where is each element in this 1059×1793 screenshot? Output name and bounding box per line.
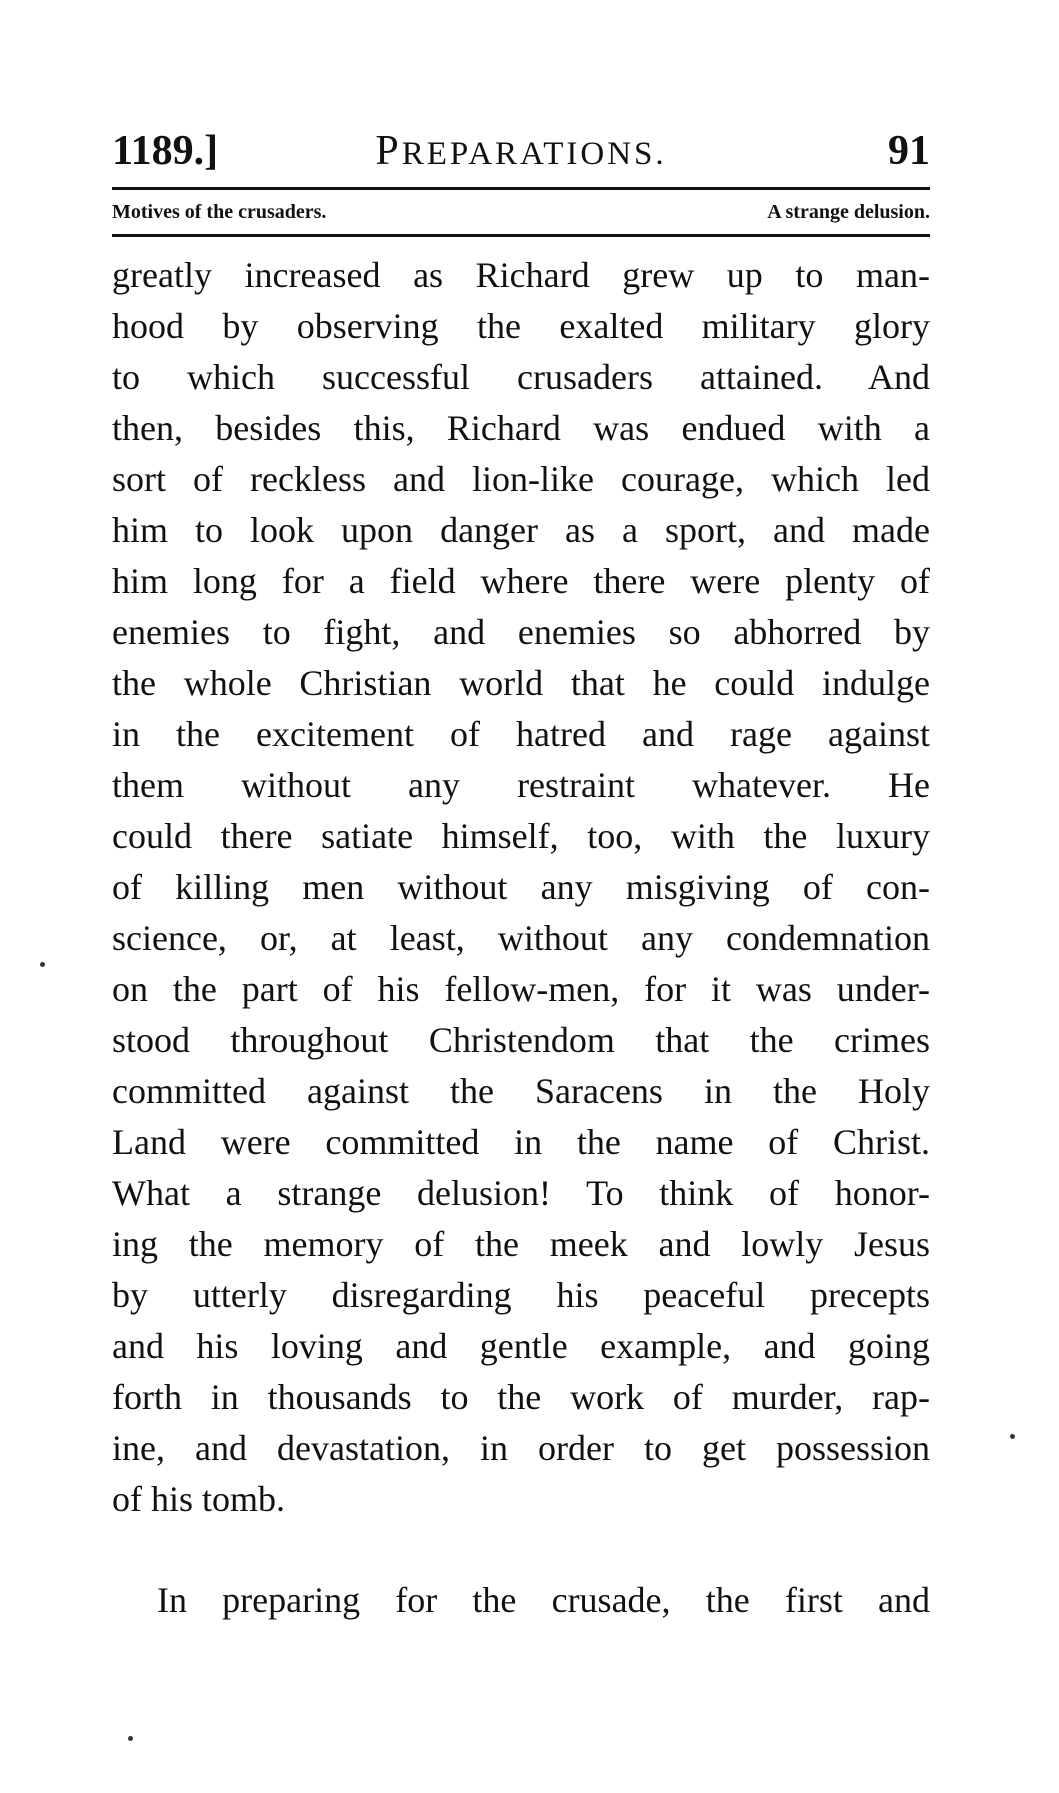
text-line: could there satiate himself, too, with the luxury (112, 816, 930, 856)
text-line-paragraph-end: of his tomb. (112, 1479, 286, 1519)
text-line: stood throughout Christendom that the crimes (112, 1020, 930, 1060)
text-line: and his loving and gentle example, and going (112, 1326, 930, 1366)
text-line: hood by observing the exalted military glory (112, 306, 930, 346)
text-line-paragraph-start: In preparing for the crusade, the first and (157, 1580, 930, 1620)
text-line: sort of reckless and lion-like courage, which led (112, 459, 930, 499)
text-line: ing the memory of the meek and lowly Jesus (112, 1224, 930, 1264)
text-line: What a strange delusion! To think of honor- (112, 1173, 930, 1213)
text-line: ine, and devastation, in order to get possession (112, 1428, 930, 1468)
text-line: on the part of his fellow-men, for it was under- (112, 969, 930, 1009)
sidenote-bar (112, 196, 930, 228)
text-line: committed against the Saracens in the Holy (112, 1071, 930, 1111)
text-line: him long for a field where there were plenty of (112, 561, 930, 601)
text-line: the whole Christian world that he could indulge (112, 663, 930, 703)
sidenote-left: Motives of the crusaders. (112, 201, 327, 223)
header-rule-bottom (112, 234, 930, 237)
text-line: Land were committed in the name of Christ. (112, 1122, 930, 1162)
text-line: to which successful crusaders attained. And (112, 357, 930, 397)
text-line: of killing men without any misgiving of con- (112, 867, 930, 907)
print-speck (128, 1736, 133, 1741)
text-line: science, or, at least, without any condemnation (112, 918, 930, 958)
text-line: enemies to fight, and enemies so abhorred by (112, 612, 930, 652)
header-rule-top (112, 187, 930, 190)
text-line: greatly increased as Richard grew up to man- (112, 255, 930, 295)
running-head-title-rest: REPARATIONS. (401, 136, 667, 172)
print-speck (40, 962, 45, 967)
running-head-year: 1189.] (112, 128, 219, 174)
text-line: forth in thousands to the work of murder, rap- (112, 1377, 930, 1417)
text-line: by utterly disregarding his peaceful precepts (112, 1275, 930, 1315)
running-head-title (112, 124, 930, 181)
paragraph-break (112, 1525, 930, 1575)
text-line: in the excitement of hatred and rage against (112, 714, 930, 754)
text-line: then, besides this, Richard was endued with a (112, 408, 930, 448)
page-number: 91 (888, 128, 930, 174)
text-line: them without any restraint whatever. He (112, 765, 930, 805)
print-speck (1010, 1434, 1015, 1439)
text-line: him to look upon danger as a sport, and made (112, 510, 930, 550)
sidenote-right: A strange delusion. (767, 201, 930, 223)
body-text (112, 250, 930, 1626)
running-head-title-initial: P (375, 128, 402, 174)
running-head (112, 124, 930, 178)
